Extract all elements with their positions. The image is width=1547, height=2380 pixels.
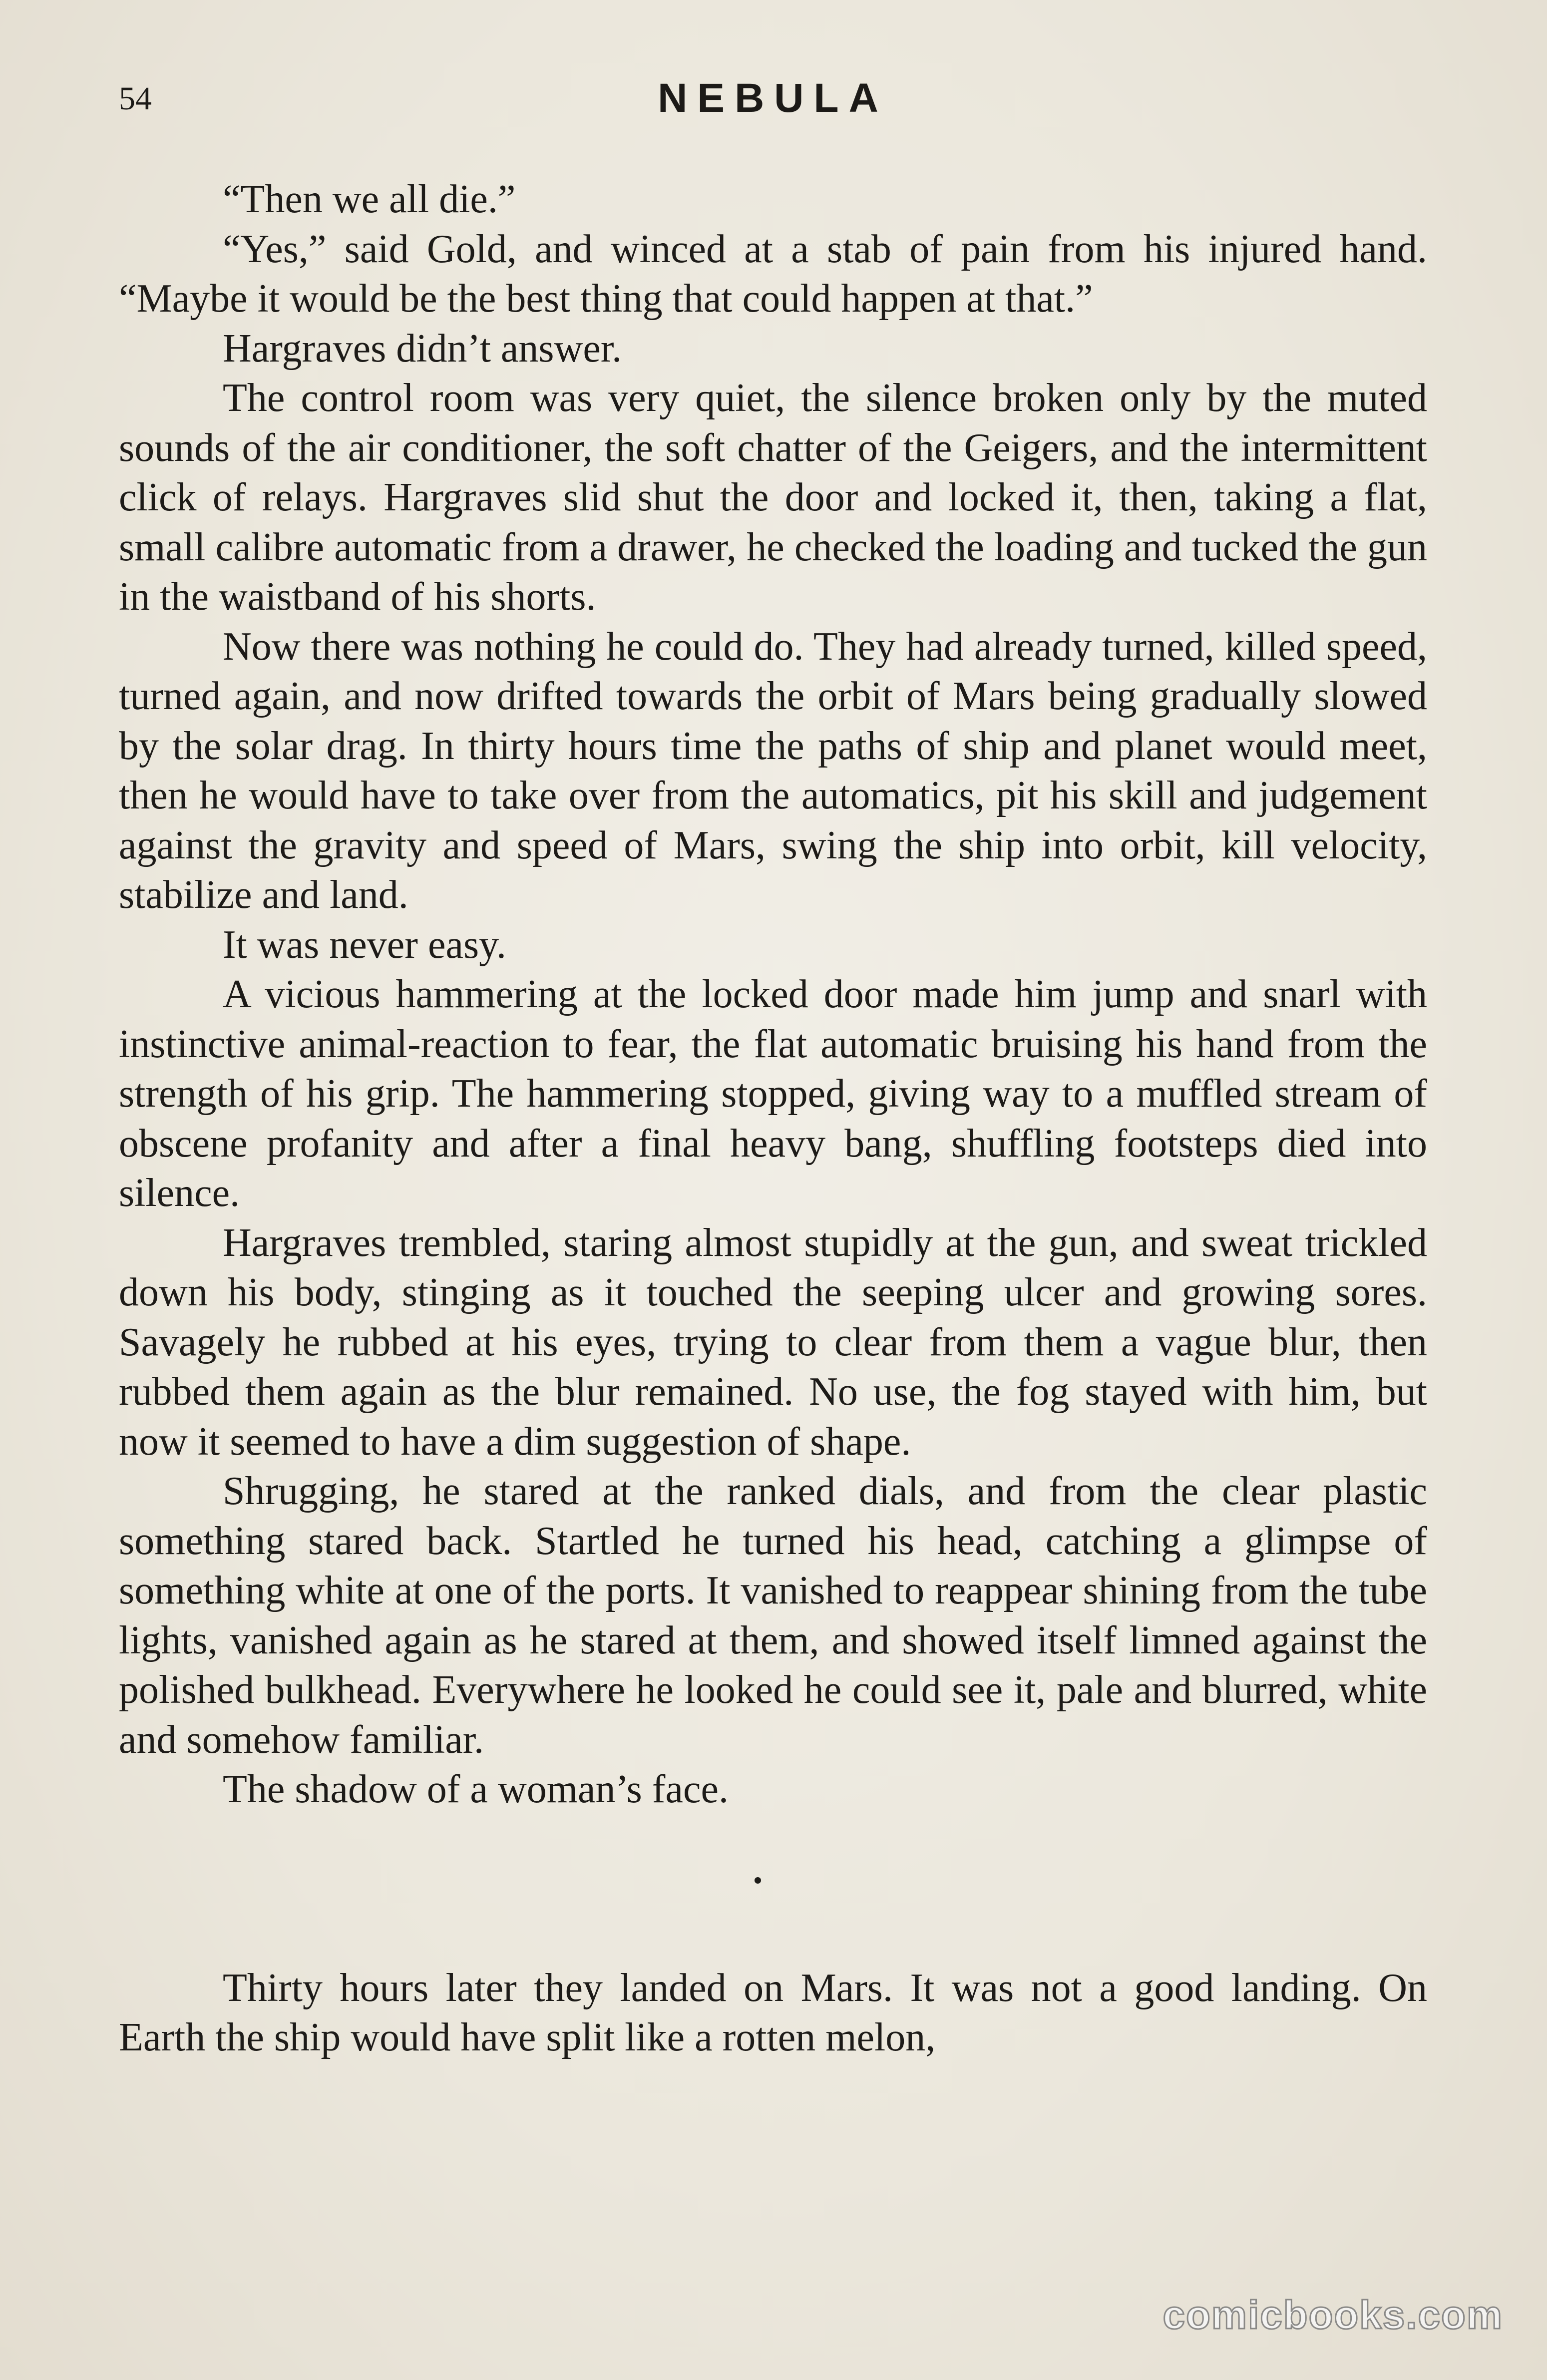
paragraph: The control room was very quiet, the silence broken only by the muted sounds of the air conditioner, the soft chatter of the Geigers, and the intermittent click of relays. Hargraves slid shut the door and locked it, then, taking a flat, small calibre automatic from a drawer, he checked the loading and tucked the gun in the waistband of his shorts. [119,376,1427,619]
paragraph: A vicious hammering at the locked door made him jump and snarl with instinctive animal-reaction to fear, the flat automatic bruising his hand from the strength of his grip. The hammering stopped, giving way to a muffled stream of obscene profanity and after a final heavy bang, shuffling footsteps died into silence. [119,972,1427,1215]
page-number: 54 [119,80,152,117]
paragraph: Thirty hours later they landed on Mars. It was not a good landing. On Earth the ship would have split like a rotten melon, [119,1966,1427,2059]
paragraph: It was never easy. [223,922,506,967]
paragraph: The shadow of a woman’s face. [223,1767,729,1811]
paragraph: Hargraves didn’t answer. [223,326,622,371]
paragraph: Hargraves trembled, staring almost stupidly at the gun, and sweat trickled down his body, stinging as it touched the seeping ulcer and growing sores. Savagely he rubbed at his eyes, trying to clear from them a vague blur, then rubbed them again as the blur remained. No use, the fog stayed with him, but now it seemed to have a dim suggestion of shape. [119,1220,1427,1464]
paragraph: Now there was nothing he could do. They had already turned, killed speed, turned again, and now drifted towards the orbit of Mars being gradually slowed by the solar drag. In thirty hours time the paths of ship and planet would meet, then he would have to take over from the automatics, pit his skill and judgement against the gravity and speed of Mars, swing the ship into orbit, kill velocity, stabilize and land. [119,624,1427,917]
running-title: NEBULA [658,75,888,121]
story-text [119,175,1427,2063]
section-break [119,1815,1427,1964]
section-break-dot [755,1877,761,1884]
paragraph: “Then we all die.” [223,177,516,221]
watermark: comicbooks.com [1162,2293,1503,2337]
paragraph: “Yes,” said Gold, and winced at a stab of pain from his injured hand. “Maybe it would be the best thing that could happen at that.” [119,227,1427,321]
page-header [119,75,1427,130]
paragraph: Shrugging, he stared at the ranked dials, and from the clear plastic something stared back. Startled he turned his head, catching a glimpse of something white at one of the ports. It vanished to reappear shining from the tube lights, vanished again as he stared at them, and showed itself limned against the polished bulkhead. Everywhere he looked he could see it, pale and blurred, white and somehow familiar. [119,1469,1427,1762]
